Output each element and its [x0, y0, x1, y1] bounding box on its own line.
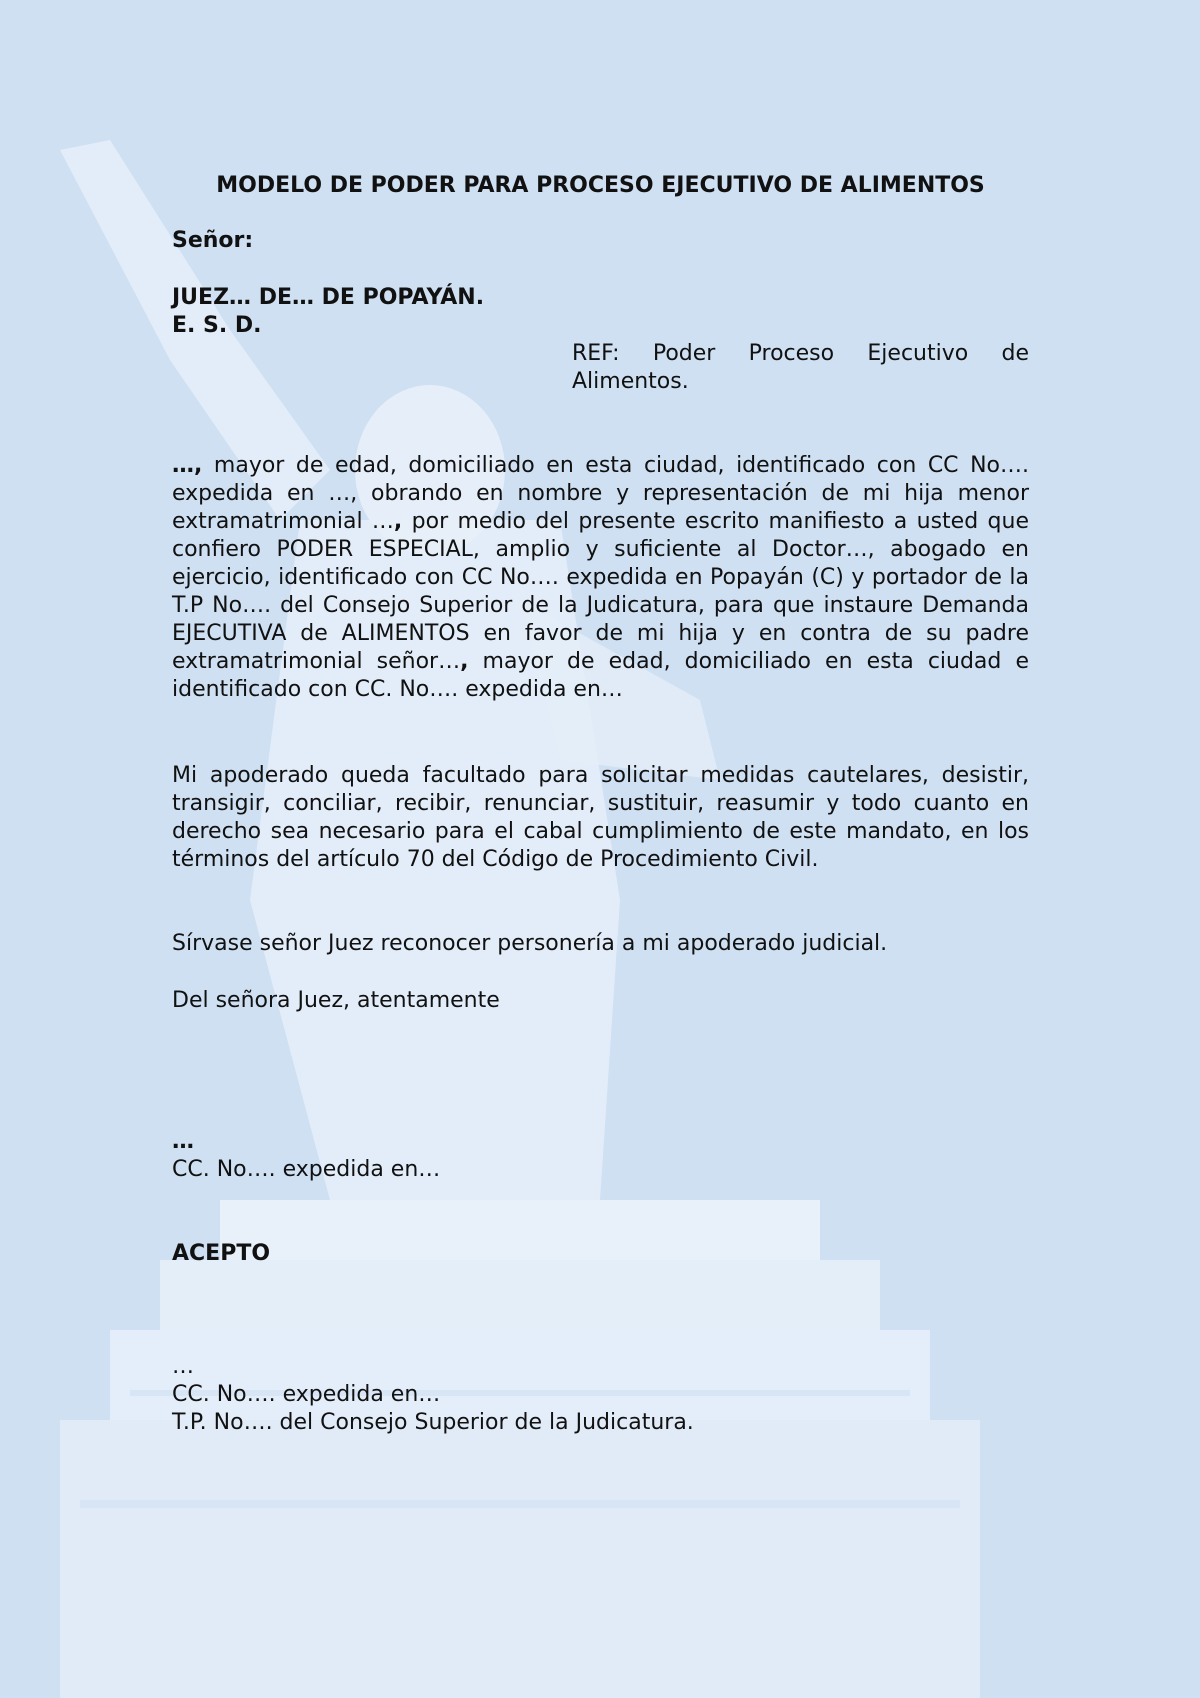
paragraph-1-part-c: mayor de edad, domiciliado en esta ciudad e identificado con CC. No…. expedida en…	[172, 649, 1029, 702]
paragraph-1-part-a: mayor de edad, domiciliado en esta ciudad, identificado con CC No…. expedida en …, obrando en nombre y representación de mi hija menor extramatrimonial …	[172, 453, 1029, 534]
addressee-line-1: JUEZ… DE… DE POPAYÁN.	[172, 285, 485, 310]
accept-label: ACEPTO	[172, 1241, 271, 1266]
paragraph-1	[172, 452, 1029, 704]
signer-id: CC. No…. expedida en…	[172, 1157, 441, 1182]
paragraph-2: Mi apoderado queda facultado para solicitar medidas cautelares, desistir, transigir, conciliar, recibir, renunciar, sustituir, reasumir y todo cuanto en derecho sea necesario para el cabal cumplimiento de este mandato, en los términos del artículo 70 del Código de Procedimiento Civil.	[172, 763, 1029, 872]
closing: Del señora Juez, atentamente	[172, 988, 500, 1013]
signer-name: …	[172, 1129, 194, 1154]
lawyer-name: …	[172, 1354, 194, 1379]
paragraph-1-comma: ,	[393, 509, 403, 534]
paragraph-1-part-b: por medio del presente escrito manifiesto a usted que confiero PODER ESPECIAL, amplio y suficiente al Doctor…, abogado en ejercicio, identificado con CC No…. expedida en Popayán (C) y portador de la T.P No…. del Consejo Superior de la Judicatura, para que instaure Demanda EJECUTIVA de ALIMENTOS en favor de mi hija y en contra de su padre extramatrimonial señor…	[172, 509, 1029, 674]
lawyer-tp: T.P. No…. del Consejo Superior de la Judicatura.	[172, 1410, 694, 1435]
paragraph-3: Sírvase señor Juez reconocer personería a mi apoderado judicial.	[172, 931, 888, 956]
paragraph-1-lead: …,	[172, 453, 203, 478]
addressee-line-2: E. S. D.	[172, 313, 262, 338]
paragraph-1-comma-2: ,	[460, 649, 469, 674]
salutation: Señor:	[172, 228, 254, 253]
document-title: MODELO DE PODER PARA PROCESO EJECUTIVO DE ALIMENTOS	[216, 173, 985, 198]
lawyer-id: CC. No…. expedida en…	[172, 1382, 441, 1407]
reference-block: REF: Poder Proceso Ejecutivo de Alimentos.	[572, 341, 1029, 394]
